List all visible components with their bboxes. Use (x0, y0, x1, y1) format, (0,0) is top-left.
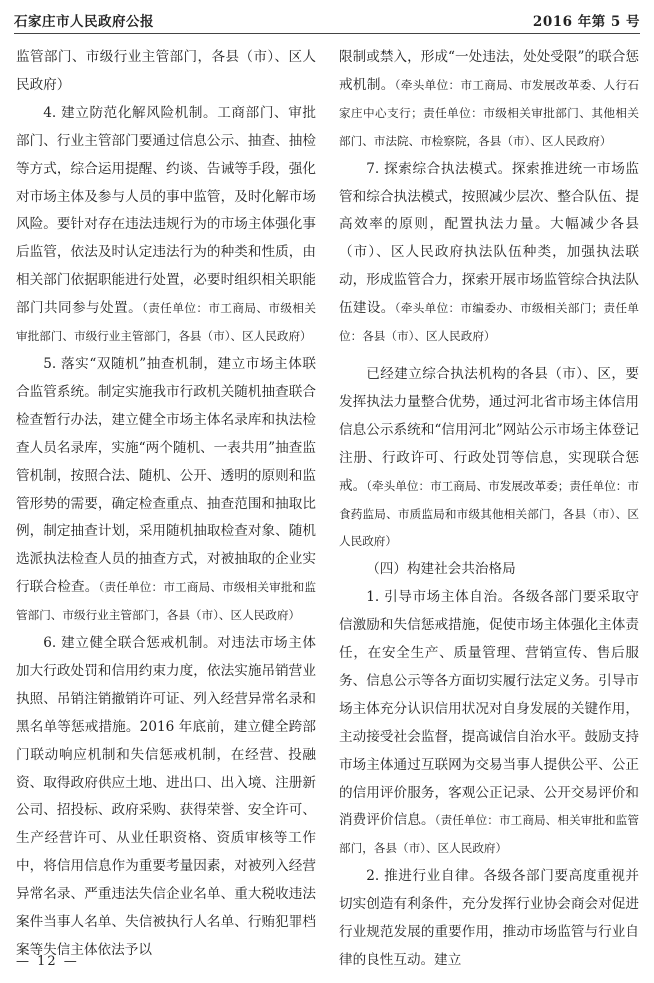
paragraph (16, 630, 316, 965)
right-column (339, 44, 639, 975)
paragraph (339, 863, 639, 975)
section-heading: （四）构建社会共治格局 (366, 561, 516, 578)
paragraph-text: 6. 建立健全联合惩戒机制。对违法市场主体加大行政处罚和信用约束力度，依法实施吊销营业执照、吊销注销撤销许可证、列入经营异常名录和黑名单等惩戒措施。2016 年底前，建立健全跨部门联动响应机制和失信惩戒机制，在经营、投融资、取得政府供应土地、进出口、出入境、注册新公司、招投标、政府采购、获得荣誉、安全许可、生产经营许可、从业任职资格、资质审核等工作中，将信用信息作为重要考量因素，对被列入经营异常名录、严重违法失信企业名单、重大税收违法案件当事人名单、失信被执行人名单、行贿犯罪档案等失信主体依法予以 (16, 635, 316, 958)
responsibility-note: （牵头单位：市工商局、市发展改革委；责任单位：市食药监局、市质监局和市级其他相关部门，各县（市）、区人民政府） (339, 478, 640, 549)
paragraph (16, 351, 316, 630)
journal-title: 石家庄市人民政府公报 (14, 14, 154, 30)
paragraph (16, 100, 316, 351)
left-column (16, 44, 316, 965)
page-header (14, 6, 640, 34)
page-number: — 12 — (16, 954, 79, 969)
responsibility-note: （牵头单位：市工商局、市发展改革委、人行石家庄中心支行；责任单位：市级相关审批部门、其他相关部门、市法院、市检察院，各县（市）、区人民政府） (339, 77, 640, 148)
responsibility-note: （责任单位：市工商局、市级相关审批和监管部门、市级行业主管部门，各县（市）、区人民政府） (16, 580, 317, 623)
spacer (339, 351, 639, 361)
paragraph-text: 2. 推进行业自律。各级各部门要高度重视并切实创造有利条件，充分发挥行业协会商会对促进行业规范发展的重要作用，推动市场监管与行业自律的良性互动。建立 (339, 868, 639, 968)
paragraph-text: 监管部门、市级行业主管部门，各县（市）、区人民政府） (16, 49, 316, 93)
paragraph-text: 5. 落实“双随机”抽查机制，建立市场主体联合监管系统。制定实施我市行政机关随机抽查联合检查暂行办法，建立健全市场主体名录库和执法检查人员名录库，实施“两个随机、一表共用”抽查监管机制，按照合法、随机、公开、透明的原则和监管形势的需要，确定检查重点、抽查范围和抽取比例，制定抽查计划，采用随机抽取检查对象、随机选派执法检查人员的抽查方式，对被抽取的企业实行联合检查。 (16, 355, 316, 596)
paragraph (339, 156, 639, 351)
paragraph-text: 1. 引导市场主体自治。各级各部门要采取守信激励和失信惩戒措施，促使市场主体强化主体责任，在安全生产、质量管理、营销宣传、售后服务、信息公示等各方面切实履行法定义务。引导市场主体充分认识信用状况对自身发展的关键作用，主动接受社会监督，提高诚信自治水平。鼓励支持市场主体通过互联网为交易当事人提供公平、公正的信用评价服务，客观公正记录、公开交易评价和消费评价信息。 (339, 589, 639, 829)
paragraph (16, 44, 316, 100)
responsibility-note: （牵头单位：市编委办、市级相关部门；责任单位：各县（市）、区人民政府） (339, 301, 640, 344)
responsibility-note: （责任单位：市工商局、市级相关审批部门、市级行业主管部门，各县（市）、区人民政府） (16, 301, 317, 344)
paragraph (339, 361, 639, 556)
paragraph (339, 584, 639, 863)
paragraph-text: 4. 建立防范化解风险机制。工商部门、审批部门、行业主管部门要通过信息公示、抽查、抽检等方式，综合运用提醒、约谈、告诫等手段，强化对市场主体及参与人员的事中监管，及时化解市场风险。要针对存在违法违规行为的市场主体强化事后监管，依法及时认定违法行为的种类和性质，由相关部门依据职能进行处置，必要时组织相关职能部门共同参与处置。 (16, 104, 316, 317)
issue-number: 2016 年第 5 号 (532, 14, 640, 30)
paragraph (339, 44, 639, 156)
paragraph-text: 已经建立综合执法机构的各县（市）、区，要发挥执法力量整合优势，通过河北省市场主体信用信息公示系统和“信用河北”网站公示市场主体登记注册、行政许可、行政处罚等信息，实现联合惩戒。 (339, 365, 639, 494)
responsibility-note: （责任单位：市工商局、相关审批和监管部门，各县（市）、区人民政府） (339, 813, 640, 856)
paragraph-text: 7. 探索综合执法模式。探索推进统一市场监管和综合执法模式，按照减少层次、整合队伍、提高效率的原则，配置执法力量。大幅减少各县（市）、区人民政府执法队伍种类，加强执法联动，形成监管合力，探索开展市场监管综合执法队伍建设。 (339, 160, 639, 317)
paragraph-text: 限制或禁入，形成“一处违法，处处受限”的联合惩戒机制。 (339, 49, 639, 93)
